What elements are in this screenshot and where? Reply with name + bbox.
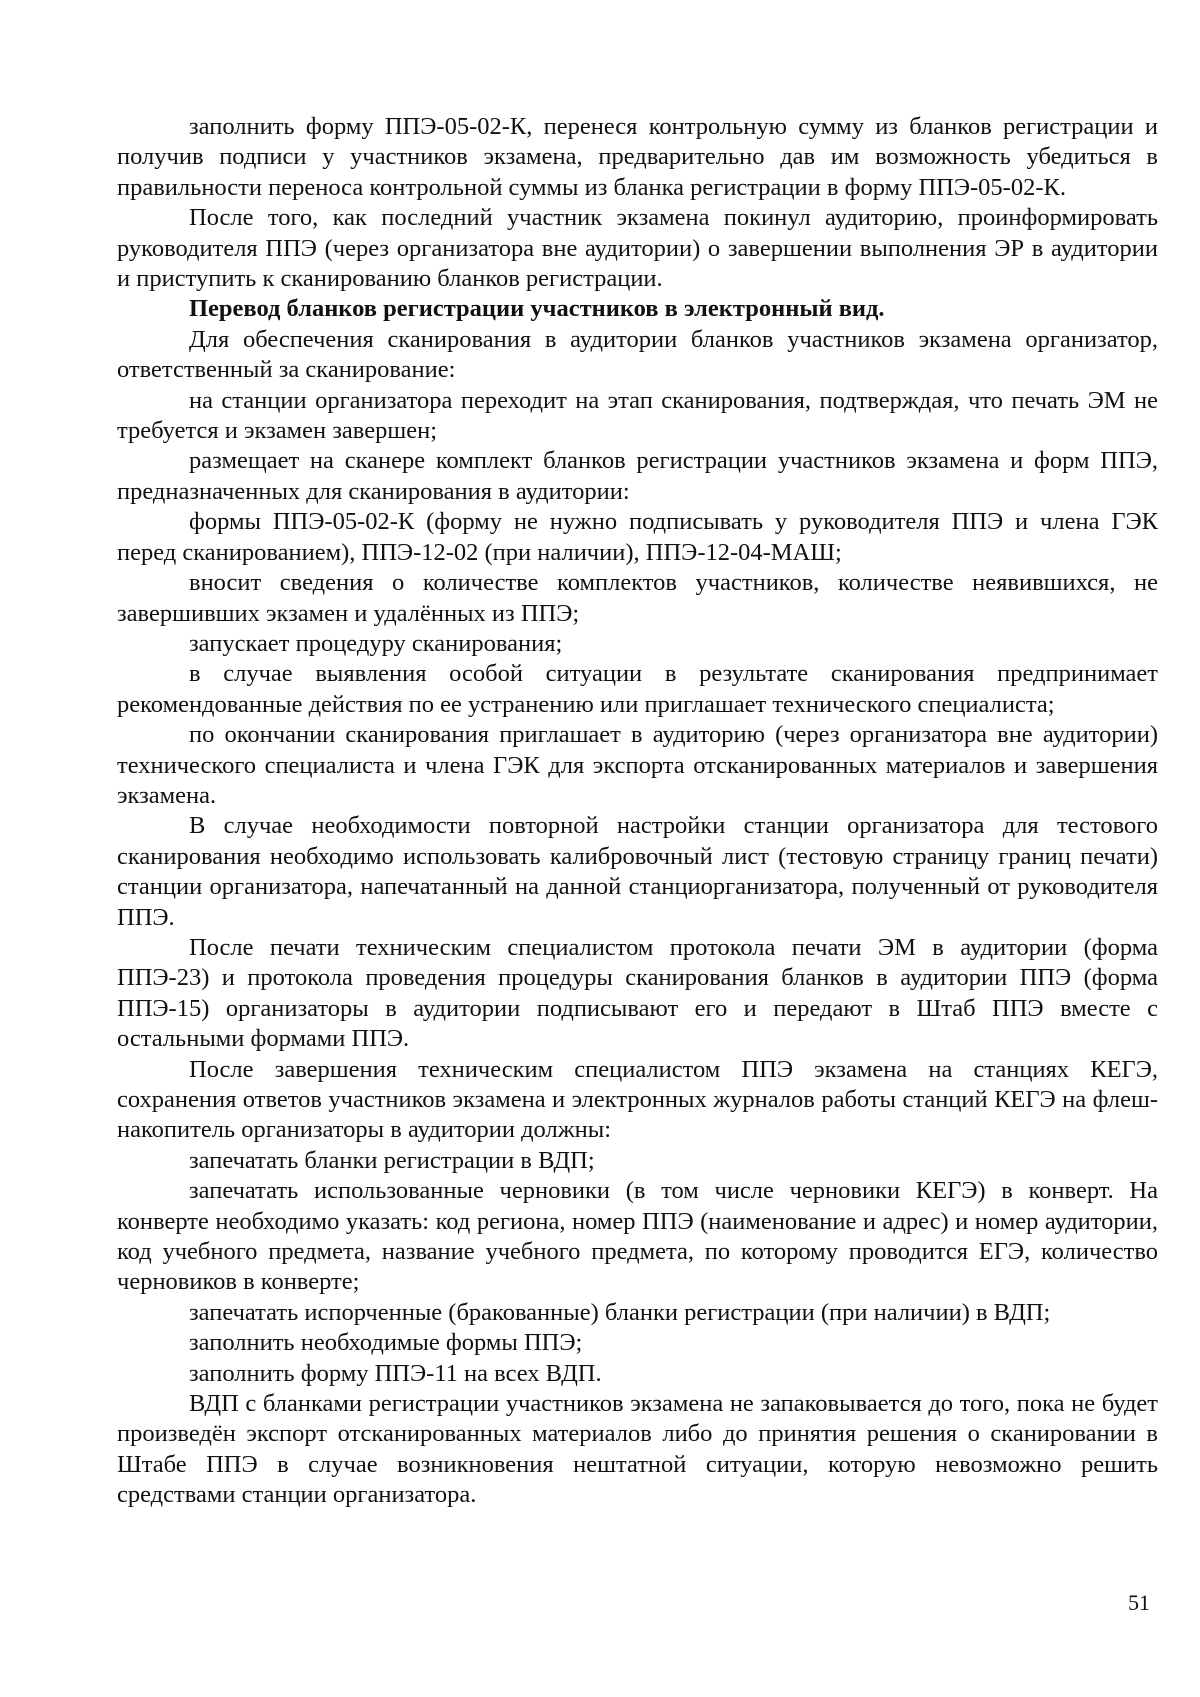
paragraph-inform-head-ppe: После того, как последний участник экзамена покинул аудиторию, проинформировать руководителя ППЭ (через организатора вне аудитории) о завершении выполнения ЭР в аудитории и приступить к сканированию бланков регистрации. [117,204,1158,293]
paragraph-scanning-step: в случае выявления особой ситуации в результате сканирования предпринимает рекомендованные действия по ее устранению или приглашает технического специалиста; [117,660,1158,718]
section-heading-scanning: Перевод бланков регистрации участников в электронный вид. [189,295,885,323]
paragraph-final-step: запечатать бланки регистрации в ВДП; [189,1146,595,1174]
paragraph-scanning-step: запускает процедуру сканирования; [189,629,563,657]
paragraph-after-kege: После завершения техническим специалистом ППЭ экзамена на станциях КЕГЭ, сохранения ответов участников экзамена и электронных журналов работы станций КЕГЭ на флеш-накопитель организаторы в аудитории должны: [117,1055,1158,1144]
paragraph-final-step: запечатать испорченные (бракованные) бланки регистрации (при наличии) в ВДП; [189,1298,1051,1326]
paragraph-protocol-signing: После печати техническим специалистом протокола печати ЭМ в аудитории (форма ППЭ-23) и протокола проведения процедуры сканирования бланков в аудитории ППЭ (форма ППЭ-15) организаторы в аудитории подписывают его и передают в Штаб ППЭ вместе с остальными формами ППЭ. [117,933,1158,1053]
paragraph-scanning-organizer: Для обеспечения сканирования в аудитории бланков участников экзамена организатор, ответственный за сканирование: [117,325,1158,384]
paragraph-final-step: заполнить необходимые формы ППЭ; [189,1329,583,1357]
document-body [117,112,1158,1511]
paragraph-scanning-step: вносит сведения о количестве комплектов участников, количестве неявившихся, не завершивших экзамен и удалённых из ППЭ; [117,569,1158,627]
paragraph-calibration-sheet: В случае необходимости повторной настройки станции организатора для тестового сканирования необходимо использовать калибровочный лист (тестовую страницу границ печати) станции организатора, напечатанный на данной станциорганизатора, полученный от руководителя ППЭ. [117,812,1158,931]
paragraph-vdp-packing: ВДП с бланками регистрации участников экзамена не запаковывается до того, пока не будет произведён экспорт отсканированных материалов либо до принятия решения о сканировании в Штабе ППЭ в случае возникновения нештатной ситуации, которую невозможно решить средствами станции организатора. [117,1390,1158,1509]
paragraph-fill-form-ppe-05-02-k: заполнить форму ППЭ-05-02-К, перенеся контрольную сумму из бланков регистрации и получив подписи у участников экзамена, предварительно дав им возможность убедиться в правильности переноса контрольной суммы из бланка регистрации в форму ППЭ-05-02-К. [117,113,1158,201]
paragraph-scanning-step: на станции организатора переходит на этап сканирования, подтверждая, что печать ЭМ не требуется и экзамен завершен; [117,386,1158,445]
page-number: 51 [1128,1590,1150,1615]
paragraph-final-step: заполнить форму ППЭ-11 на всех ВДП. [189,1359,602,1387]
paragraph-scanning-step: по окончании сканирования приглашает в аудиторию (через организатора вне аудитории) технического специалиста и члена ГЭК для экспорта отсканированных материалов и завершения экзамена. [117,721,1158,809]
paragraph-final-step: запечатать использованные черновики (в том числе черновики КЕГЭ) в конверт. На конверте необходимо указать: код региона, номер ППЭ (наименование и адрес) и номер аудитории, код учебного предмета, название учебного предмета, по которому проводится ЕГЭ, количество черновиков в конверте; [117,1177,1158,1296]
paragraph-scanning-step: размещает на сканере комплект бланков регистрации участников экзамена и форм ППЭ, предназначенных для сканирования в аудитории: [117,447,1158,505]
paragraph-scanning-forms: формы ППЭ-05-02-К (форму не нужно подписывать у руководителя ППЭ и члена ГЭК перед сканированием), ППЭ-12-02 (при наличии), ППЭ-12-04-МАШ; [117,508,1158,566]
